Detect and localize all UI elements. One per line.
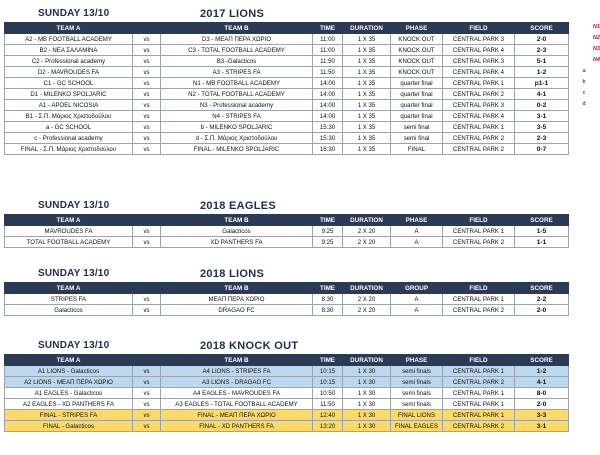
team-b-cell: FINAL - MILENKO SPOLJARIC [161, 144, 313, 155]
phase-cell: A [391, 237, 443, 248]
header-phase: PHASE [391, 215, 443, 226]
header-team-b: TEAM B [161, 355, 313, 366]
team-a-cell: MAVROUDES FA [5, 226, 133, 237]
section-2018-lions [4, 268, 568, 316]
team-b-cell: Galacticos [161, 226, 313, 237]
row-note: N1 [592, 24, 600, 30]
time-cell: 11:50 [313, 67, 343, 78]
team-a-cell: B1 - Σ.Π. Μάριος Χριστοδούλου [5, 111, 133, 122]
phase-cell: A [391, 305, 443, 316]
phase-cell: FINAL LIONS [391, 410, 443, 421]
field-cell: CENTRAL PARK 1 [443, 399, 515, 410]
phase-cell: KNOCK OUT [391, 45, 443, 56]
team-a-cell: B2 - ΝΕΑ ΣΑΛΑΜΙΝΑ [5, 45, 133, 56]
duration-cell: 1 X 35 [343, 144, 391, 155]
team-b-cell: A3 EAGLES - TOTAL FOOTBALL ACADEMY [161, 399, 313, 410]
duration-cell: 2 X 20 [343, 294, 391, 305]
time-cell: 8:30 [313, 294, 343, 305]
phase-cell: A [391, 294, 443, 305]
score-cell: 2-0 [515, 305, 569, 316]
table-row [5, 399, 569, 410]
header-time: TIME [313, 355, 343, 366]
table-row [5, 78, 569, 89]
team-b-cell: DRAGAO FC [161, 305, 313, 316]
duration-cell: 2 X 20 [343, 226, 391, 237]
phase-cell: A [391, 226, 443, 237]
header-time: TIME [313, 283, 343, 294]
team-a-cell: c - Professional academy [5, 133, 133, 144]
row-note: N3 [592, 46, 600, 52]
score-cell: 2-3 [515, 45, 569, 56]
team-a-cell: FINAL - Σ.Π. Μάριος Χριστοδούλου [5, 144, 133, 155]
header-row [5, 215, 569, 226]
duration-cell: 1 X 30 [343, 388, 391, 399]
table-row [5, 45, 569, 56]
duration-cell: 1 X 30 [343, 366, 391, 377]
table-row [5, 421, 569, 432]
field-cell: CENTRAL PARK 1 [443, 78, 515, 89]
header-score: SCORE [515, 283, 569, 294]
team-a-cell: a - GC SCHOOL [5, 122, 133, 133]
row-note: N2 [592, 35, 600, 41]
table-row [5, 144, 569, 155]
score-cell: 4-1 [515, 89, 569, 100]
score-cell: 1-5 [515, 226, 569, 237]
schedule-table [4, 282, 569, 316]
duration-cell: 1 X 30 [343, 421, 391, 432]
vs-cell: vs [133, 399, 161, 410]
field-cell: CENTRAL PARK 3 [443, 100, 515, 111]
team-a-cell: A2 EAGLES - XD PANTHERS FA [5, 399, 133, 410]
time-cell: 8:30 [313, 305, 343, 316]
time-cell: 15:30 [313, 133, 343, 144]
section-day: SUNDAY 13/10 [38, 340, 110, 351]
schedule-table [4, 22, 569, 155]
field-cell: CENTRAL PARK 2 [443, 421, 515, 432]
phase-cell: semi finals [391, 399, 443, 410]
header-score: SCORE [515, 215, 569, 226]
vs-cell: vs [133, 226, 161, 237]
phase-cell: FINAL EAGLES [391, 421, 443, 432]
table-row [5, 305, 569, 316]
header-time: TIME [313, 23, 343, 34]
time-cell: 13:20 [313, 421, 343, 432]
header-duration: DURATION [343, 355, 391, 366]
table-row [5, 237, 569, 248]
phase-cell: semi finals [391, 388, 443, 399]
team-b-cell: FINAL - ΜΕΑΠ ΠΕΡΑ ΧΩΡΙΟ [161, 410, 313, 421]
score-cell: 3-3 [515, 410, 569, 421]
table-row [5, 366, 569, 377]
score-cell: 1-2 [515, 67, 569, 78]
field-cell: CENTRAL PARK 1 [443, 294, 515, 305]
field-cell: CENTRAL PARK 1 [443, 388, 515, 399]
score-cell: 0-2 [515, 100, 569, 111]
header-duration: DURATION [343, 23, 391, 34]
phase-cell: quarter final [391, 89, 443, 100]
phase-cell: FINAL [391, 144, 443, 155]
row-note: a [582, 68, 586, 74]
section-header [4, 8, 568, 22]
duration-cell: 1 X 35 [343, 100, 391, 111]
team-a-cell: A1 EAGLES - Galacticos [5, 388, 133, 399]
header-field: FIELD [443, 215, 515, 226]
vs-cell: vs [133, 377, 161, 388]
header-team-a: TEAM A [5, 355, 133, 366]
phase-cell: quarter final [391, 100, 443, 111]
header-duration: DURATION [343, 283, 391, 294]
time-cell: 12:40 [313, 410, 343, 421]
score-cell: 8-0 [515, 388, 569, 399]
header-team-b: TEAM B [161, 283, 313, 294]
team-b-cell: b - MILENKO SPOLJARIC [161, 122, 313, 133]
score-cell: 2-0 [515, 34, 569, 45]
field-cell: CENTRAL PARK 4 [443, 67, 515, 78]
phase-cell: semi final [391, 133, 443, 144]
team-b-cell: N1 - MB FOOTBALL ACADEMY [161, 78, 313, 89]
time-cell: 14:00 [313, 78, 343, 89]
team-a-cell: TOTAL FOOTBALL ACADEMY [5, 237, 133, 248]
duration-cell: 1 X 35 [343, 34, 391, 45]
score-cell: 2-0 [515, 399, 569, 410]
phase-cell: quarter final [391, 111, 443, 122]
team-b-cell: D3 - ΜΕΑΠ ΠΕΡΑ ΧΩΡΙΟ [161, 34, 313, 45]
section-2018-eagles [4, 200, 568, 248]
time-cell: 14:00 [313, 111, 343, 122]
duration-cell: 1 X 35 [343, 78, 391, 89]
row-note: N4 [592, 57, 600, 63]
team-b-cell: N4 - STRIPES FA [161, 111, 313, 122]
score-cell: 4-1 [515, 377, 569, 388]
field-cell: CENTRAL PARK 3 [443, 34, 515, 45]
section-2017-lions [4, 8, 568, 155]
header-score: SCORE [515, 23, 569, 34]
score-cell: 3-1 [515, 421, 569, 432]
header-row [5, 283, 569, 294]
table-row [5, 410, 569, 421]
field-cell: CENTRAL PARK 4 [443, 45, 515, 56]
table-row [5, 111, 569, 122]
section-day: SUNDAY 13/10 [38, 8, 110, 19]
header-vs [133, 23, 161, 34]
field-cell: CENTRAL PARK 2 [443, 133, 515, 144]
section-title: 2018 LIONS [200, 268, 265, 280]
score-cell: 5-1 [515, 56, 569, 67]
vs-cell: vs [133, 388, 161, 399]
time-cell: 11:00 [313, 45, 343, 56]
section-title: 2018 EAGLES [200, 200, 277, 212]
field-cell: CENTRAL PARK 2 [443, 305, 515, 316]
schedule-table [4, 354, 569, 432]
section-day: SUNDAY 13/10 [38, 268, 110, 279]
vs-cell: vs [133, 100, 161, 111]
score-cell: 2-3 [515, 133, 569, 144]
header-time: TIME [313, 215, 343, 226]
header-team-a: TEAM A [5, 23, 133, 34]
table-row [5, 122, 569, 133]
duration-cell: 1 X 35 [343, 67, 391, 78]
header-phase: PHASE [391, 355, 443, 366]
vs-cell: vs [133, 78, 161, 89]
team-b-cell: C3 - TOTAL FOOTBALL ACADEMY [161, 45, 313, 56]
header-vs [133, 355, 161, 366]
score-cell: 1-2 [515, 366, 569, 377]
team-b-cell: XD PANTHERS FA [161, 237, 313, 248]
header-field: FIELD [443, 355, 515, 366]
team-b-cell: B3 -Galacticos [161, 56, 313, 67]
section-header [4, 340, 568, 354]
header-field: FIELD [443, 23, 515, 34]
header-score: SCORE [515, 355, 569, 366]
team-b-cell: N2 - TOTAL FOOTBALL ACADEMY [161, 89, 313, 100]
vs-cell: vs [133, 294, 161, 305]
row-note: c [582, 90, 586, 96]
schedule-table [4, 214, 569, 248]
team-b-cell: FINAL - XD PANTHERS FA [161, 421, 313, 432]
field-cell: CENTRAL PARK 2 [443, 377, 515, 388]
duration-cell: 2 X 20 [343, 305, 391, 316]
time-cell: 9:25 [313, 237, 343, 248]
section-day: SUNDAY 13/10 [38, 200, 110, 211]
field-cell: CENTRAL PARK 1 [443, 366, 515, 377]
score-cell: p1-1 [515, 78, 569, 89]
section-title: 2018 KNOCK OUT [200, 340, 299, 352]
team-a-cell: A2 LIONS - ΜΕΑΠ ΠΕΡΑ ΧΩΡΙΟ [5, 377, 133, 388]
time-cell: 9:25 [313, 226, 343, 237]
header-duration: DURATION [343, 215, 391, 226]
vs-cell: vs [133, 305, 161, 316]
vs-cell: vs [133, 237, 161, 248]
team-a-cell: D2 - MAVROUDES FA [5, 67, 133, 78]
header-field: FIELD [443, 283, 515, 294]
vs-cell: vs [133, 111, 161, 122]
team-a-cell: A2 - MB FOOTBALL ACADEMY [5, 34, 133, 45]
team-a-cell: D1 - MILENKO SPOLJARIC [5, 89, 133, 100]
table-row [5, 294, 569, 305]
time-cell: 10:50 [313, 388, 343, 399]
field-cell: CENTRAL PARK 1 [443, 226, 515, 237]
team-b-cell: A4 LIONS - STRIPES FA [161, 366, 313, 377]
duration-cell: 1 X 30 [343, 377, 391, 388]
phase-cell: KNOCK OUT [391, 34, 443, 45]
phase-cell: KNOCK OUT [391, 67, 443, 78]
header-team-b: TEAM B [161, 23, 313, 34]
phase-cell: semi finals [391, 366, 443, 377]
time-cell: 11:00 [313, 34, 343, 45]
phase-cell: semi final [391, 122, 443, 133]
time-cell: 11:50 [313, 399, 343, 410]
team-a-cell: C1 - GC SCHOOL [5, 78, 133, 89]
field-cell: CENTRAL PARK 1 [443, 122, 515, 133]
time-cell: 16:30 [313, 144, 343, 155]
team-b-cell: A4 EAGLES - MAVROUDES FA [161, 388, 313, 399]
team-a-cell: STRIPES FA [5, 294, 133, 305]
time-cell: 10:15 [313, 366, 343, 377]
vs-cell: vs [133, 133, 161, 144]
row-note: d [582, 101, 586, 107]
duration-cell: 1 X 35 [343, 89, 391, 100]
table-row [5, 100, 569, 111]
time-cell: 11:50 [313, 56, 343, 67]
table-row [5, 56, 569, 67]
team-b-cell: d - Σ.Π. Μάριος Χριστοδούλου [161, 133, 313, 144]
table-row [5, 89, 569, 100]
team-b-cell: A3 - STRIPES FA [161, 67, 313, 78]
header-vs [133, 283, 161, 294]
vs-cell: vs [133, 410, 161, 421]
team-a-cell: FINAL - STRIPES FA [5, 410, 133, 421]
table-row [5, 388, 569, 399]
phase-cell: semi finals [391, 377, 443, 388]
section-2018-knock-out [4, 340, 568, 432]
duration-cell: 1 X 35 [343, 56, 391, 67]
field-cell: CENTRAL PARK 2 [443, 89, 515, 100]
team-b-cell: ΜΕΑΠ ΠΕΡΑ ΧΩΡΙΟ [161, 294, 313, 305]
team-a-cell: FINAL - Galacticos [5, 421, 133, 432]
phase-cell: quarter final [391, 78, 443, 89]
score-cell: 2-2 [515, 294, 569, 305]
header-team-a: TEAM A [5, 283, 133, 294]
duration-cell: 1 X 35 [343, 111, 391, 122]
field-cell: CENTRAL PARK 2 [443, 144, 515, 155]
section-title: 2017 LIONS [200, 8, 265, 20]
time-cell: 15:30 [313, 122, 343, 133]
score-cell: 1-1 [515, 237, 569, 248]
header-team-a: TEAM A [5, 215, 133, 226]
team-b-cell: A3 LIONS - DRAGAO FC [161, 377, 313, 388]
field-cell: CENTRAL PARK 2 [443, 237, 515, 248]
duration-cell: 1 X 35 [343, 45, 391, 56]
vs-cell: vs [133, 421, 161, 432]
team-a-cell: Galacticos [5, 305, 133, 316]
time-cell: 14:00 [313, 89, 343, 100]
header-team-b: TEAM B [161, 215, 313, 226]
vs-cell: vs [133, 122, 161, 133]
team-a-cell: A1 LIONS - Galacticos [5, 366, 133, 377]
team-a-cell: A1 - APOEL NICOSIA [5, 100, 133, 111]
team-a-cell: C2 - Professional academy [5, 56, 133, 67]
vs-cell: vs [133, 366, 161, 377]
row-note: b [582, 79, 586, 85]
score-cell: 3-5 [515, 122, 569, 133]
time-cell: 10:15 [313, 377, 343, 388]
team-b-cell: N3 - Professional academy [161, 100, 313, 111]
score-cell: 3-1 [515, 111, 569, 122]
header-phase: PHASE [391, 23, 443, 34]
header-row [5, 355, 569, 366]
header-vs [133, 215, 161, 226]
duration-cell: 1 X 35 [343, 133, 391, 144]
section-header [4, 200, 568, 214]
table-row [5, 34, 569, 45]
time-cell: 14:00 [313, 100, 343, 111]
phase-cell: KNOCK OUT [391, 56, 443, 67]
table-row [5, 67, 569, 78]
table-row [5, 226, 569, 237]
vs-cell: vs [133, 89, 161, 100]
vs-cell: vs [133, 67, 161, 78]
header-phase: GROUP [391, 283, 443, 294]
field-cell: CENTRAL PARK 3 [443, 56, 515, 67]
vs-cell: vs [133, 34, 161, 45]
duration-cell: 1 X 30 [343, 410, 391, 421]
table-row [5, 133, 569, 144]
field-cell: CENTRAL PARK 1 [443, 410, 515, 421]
score-cell: 0-7 [515, 144, 569, 155]
vs-cell: vs [133, 144, 161, 155]
vs-cell: vs [133, 45, 161, 56]
vs-cell: vs [133, 56, 161, 67]
section-header [4, 268, 568, 282]
duration-cell: 1 X 35 [343, 122, 391, 133]
table-row [5, 377, 569, 388]
duration-cell: 1 X 30 [343, 399, 391, 410]
field-cell: CENTRAL PARK 4 [443, 111, 515, 122]
duration-cell: 2 X 20 [343, 237, 391, 248]
header-row [5, 23, 569, 34]
